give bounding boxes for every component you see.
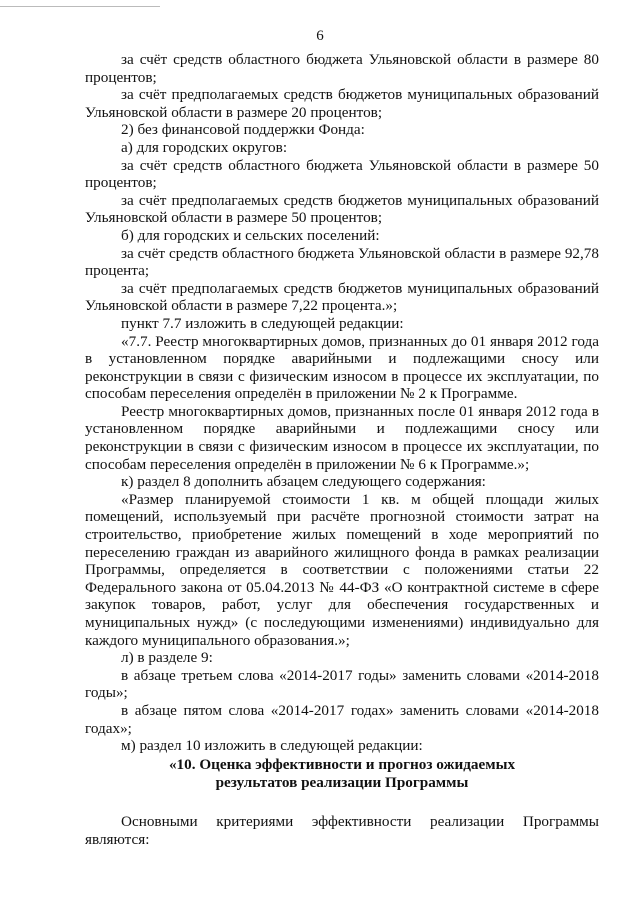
paragraph: за счёт средств областного бюджета Ульяновской области в размере 92,78 процента; xyxy=(85,244,599,280)
section-heading xyxy=(85,756,599,792)
paragraph: в абзаце третьем слова «2014-2017 годы» заменить словами «2014-2018 годы»; xyxy=(85,666,599,702)
paragraph: пункт 7.7 изложить в следующей редакции: xyxy=(121,314,404,332)
paragraph: «7.7. Реестр многоквартирных домов, признанных до 01 января 2012 года в установленном порядке аварийными и подлежащими сносу или реконструкции в связи с физическим износом в процессе их эксплуатации, по способам переселения определён в приложении № 2 к Программе. xyxy=(85,332,599,403)
spacer xyxy=(85,791,599,813)
paragraph: Основными критериями эффективности реализации Программы являются: xyxy=(85,813,599,848)
section-heading-line-2: результатов реализации Программы xyxy=(215,773,469,791)
document-body xyxy=(85,51,599,849)
paragraph: Реестр многоквартирных домов, признанных после 01 января 2012 года в установленном порядке аварийными и подлежащими сносу или реконструкции в связи с физическим износом в процессе их эксплуатации, по способам переселения определён в приложении № 6 к Программе.»; xyxy=(85,402,599,473)
paragraph: за счёт средств областного бюджета Ульяновской области в размере 50 процентов; xyxy=(85,156,599,192)
paragraph: м) раздел 10 изложить в следующей редакции: xyxy=(121,737,423,755)
paragraph-list-bottom xyxy=(85,813,599,848)
paragraph: «Размер планируемой стоимости 1 кв. м общей площади жилых помещений, используемый при расчёте прогнозной стоимости затрат на строительство, приобретение жилых помещений в ходе мероприятий по переселению граждан из аварийного жилищного фонда в рамках реализации Программы, определяется в соответствии с положениями статьи 22 Федерального закона от 05.04.2013 № 44-ФЗ «О контрактной системе в сфере закупок товаров, работ, услуг для обеспечения государственных и муниципальных нужд» (с последующими изменениями) индивидуально для каждого муниципального образования.»; xyxy=(85,490,599,649)
paragraph: б) для городских и сельских поселений: xyxy=(121,226,380,244)
paragraph: за счёт предполагаемых средств бюджетов муниципальных образований Ульяновской области в размере 20 процентов; xyxy=(85,86,599,121)
paragraph: за счёт предполагаемых средств бюджетов муниципальных образований Ульяновской области в размере 50 процентов; xyxy=(85,191,599,227)
scan-artifact xyxy=(0,6,160,7)
paragraph: за счёт предполагаемых средств бюджетов муниципальных образований Ульяновской области в размере 7,22 процента.»; xyxy=(85,279,599,315)
paragraph-list xyxy=(85,51,599,755)
paragraph: а) для городских округов: xyxy=(121,138,288,156)
paragraph: 2) без финансовой поддержки Фонда: xyxy=(121,121,365,139)
page-number: 6 xyxy=(316,28,324,44)
paragraph: л) в разделе 9: xyxy=(121,649,213,667)
paragraph: к) раздел 8 дополнить абзацем следующего содержания: xyxy=(121,473,486,491)
section-heading-line-1: «10. Оценка эффективности и прогноз ожидаемых xyxy=(168,755,516,773)
paragraph: за счёт средств областного бюджета Ульяновской области в размере 80 процентов; xyxy=(85,51,599,86)
paragraph: в абзаце пятом слова «2014-2017 годах» заменить словами «2014-2018 годах»; xyxy=(85,701,599,737)
